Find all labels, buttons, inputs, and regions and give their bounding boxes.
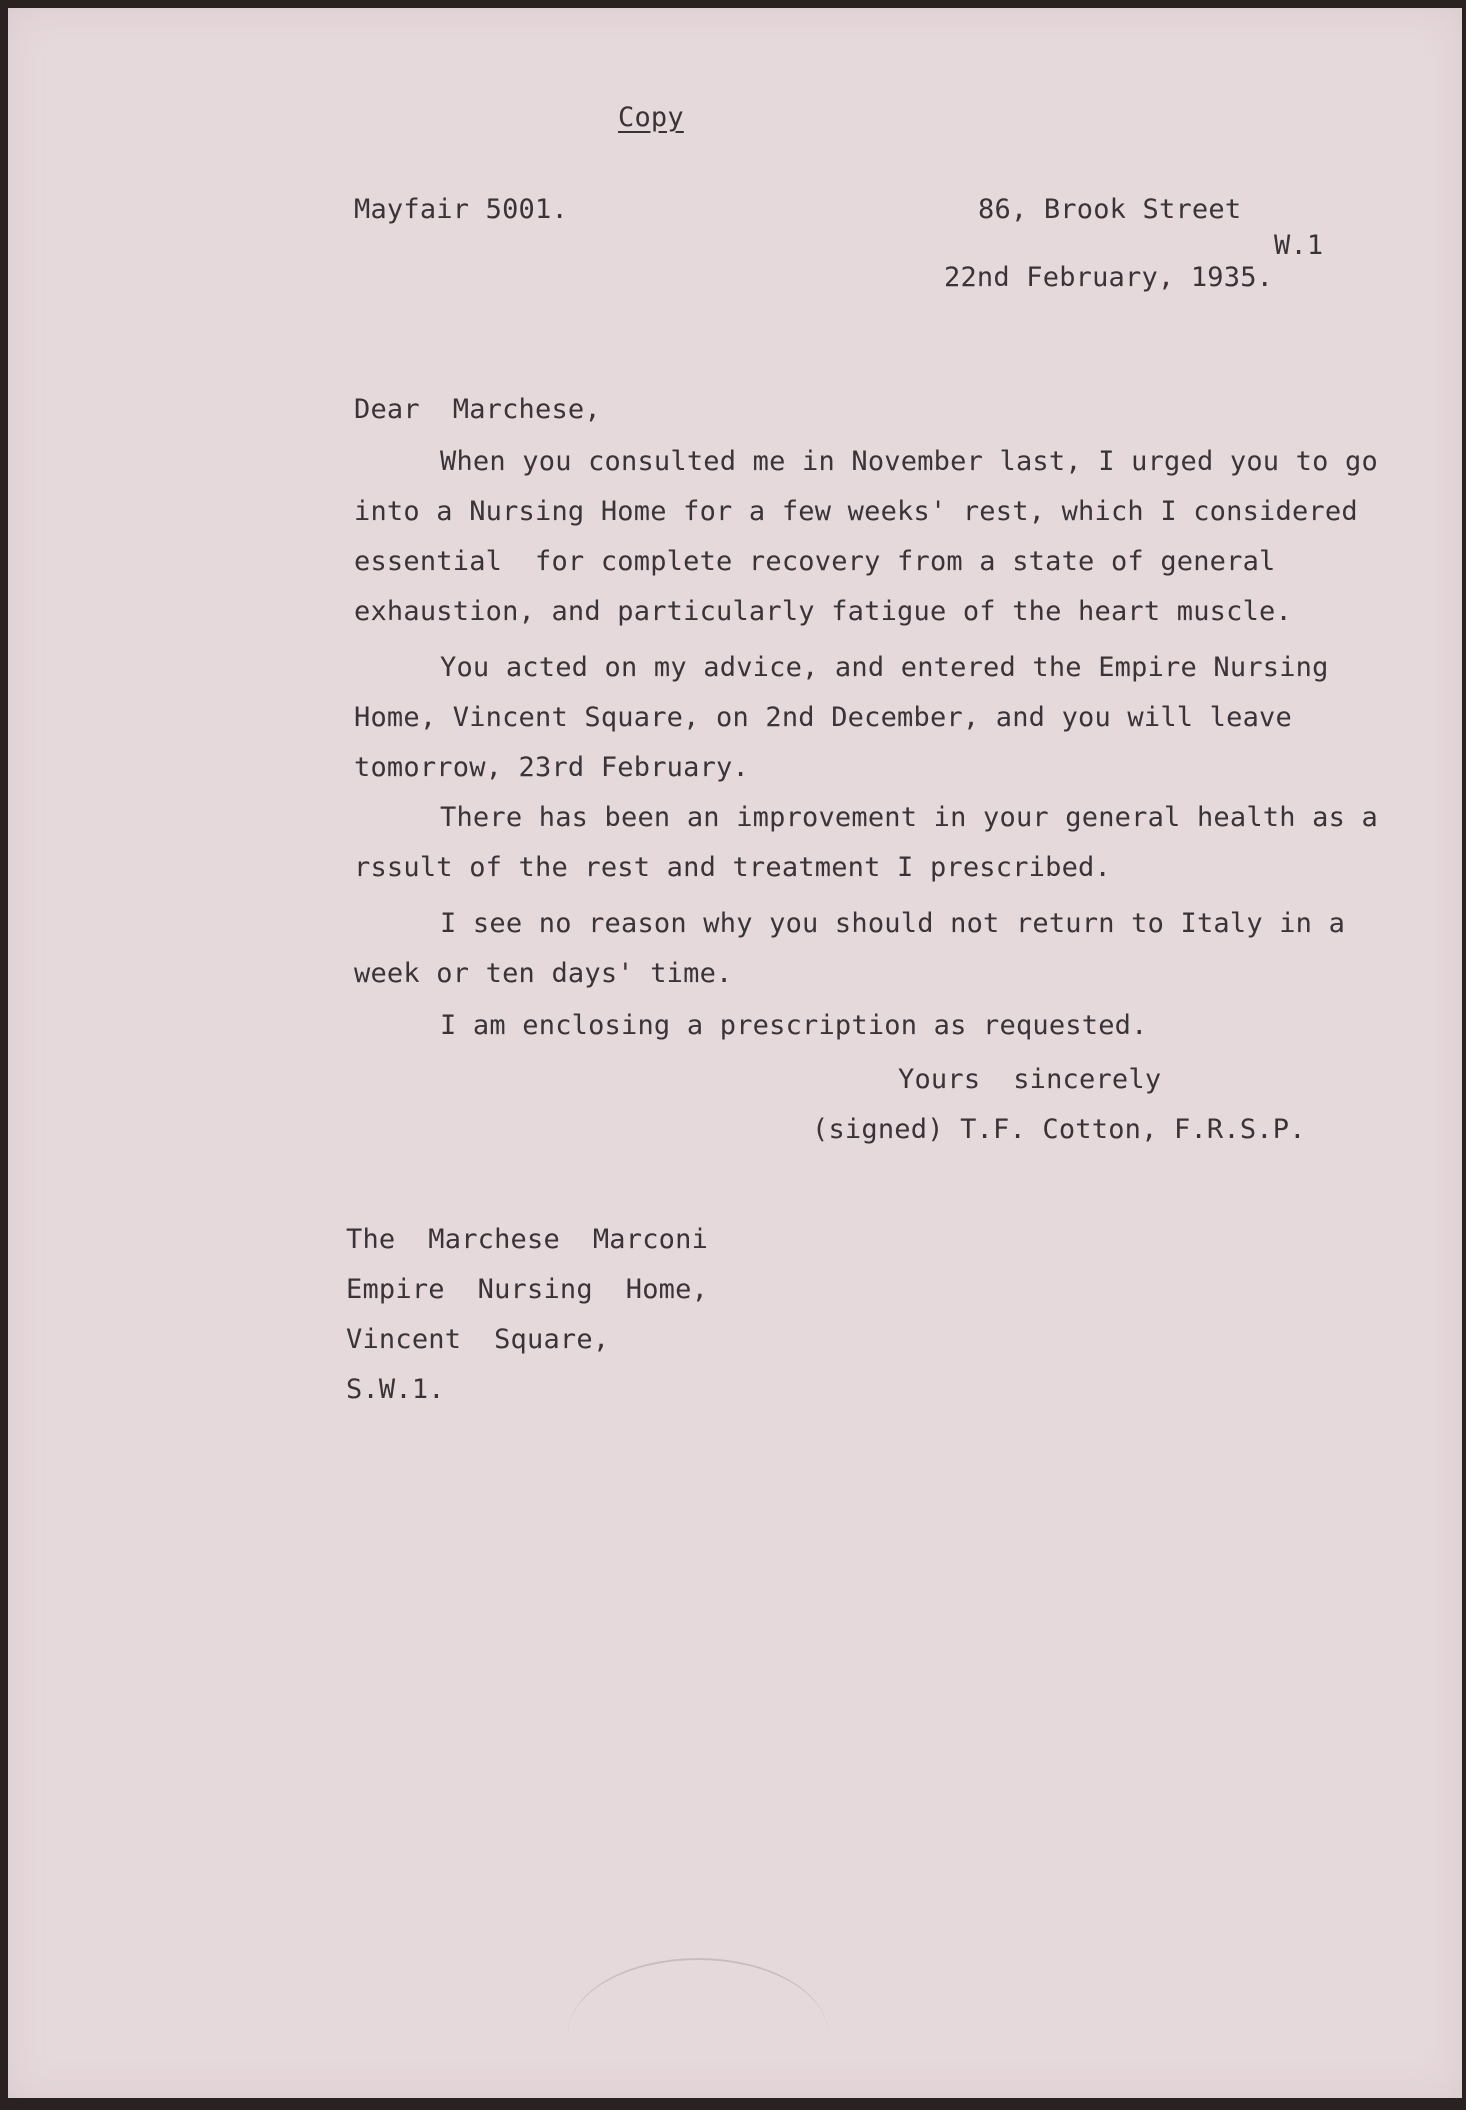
salutation: Dear Marchese,	[354, 394, 601, 425]
body-line: week or ten days' time.	[354, 958, 733, 989]
body-line: You acted on my advice, and entered the Empire Nursing	[440, 652, 1329, 683]
body-line: rssult of the rest and treatment I prescribed.	[354, 852, 1111, 883]
body-line: I see no reason why you should not return to Italy in a	[440, 908, 1346, 939]
body-line: I am enclosing a prescription as requested.	[440, 1010, 1148, 1041]
letter-date: 22nd February, 1935.	[944, 262, 1274, 293]
address-street: 86, Brook Street	[978, 194, 1242, 225]
phone-number: Mayfair 5001.	[354, 194, 568, 225]
body-line: exhaustion, and particularly fatigue of the heart muscle.	[354, 596, 1292, 627]
recipient-line: Empire Nursing Home,	[346, 1274, 709, 1305]
body-line: into a Nursing Home for a few weeks' rest, which I considered	[354, 496, 1358, 527]
closing: Yours sincerely	[898, 1064, 1162, 1095]
body-line: There has been an improvement in your general health as a	[440, 802, 1378, 833]
body-line: When you consulted me in November last, I urged you to go	[440, 446, 1378, 477]
copy-heading: Copy	[618, 102, 684, 133]
letter-page	[8, 8, 1462, 2098]
body-line: Home, Vincent Square, on 2nd December, and you will leave	[354, 702, 1292, 733]
recipient-line: Vincent Square,	[346, 1324, 610, 1355]
body-line: tomorrow, 23rd February.	[354, 752, 749, 783]
paper-fold-crease	[568, 1958, 828, 2110]
body-line: essential for complete recovery from a state of general	[354, 546, 1276, 577]
address-district: W.1	[1274, 230, 1324, 261]
recipient-line: The Marchese Marconi	[346, 1224, 709, 1255]
signature-line: (signed) T.F. Cotton, F.R.S.P.	[812, 1114, 1306, 1145]
recipient-line: S.W.1.	[346, 1374, 445, 1405]
